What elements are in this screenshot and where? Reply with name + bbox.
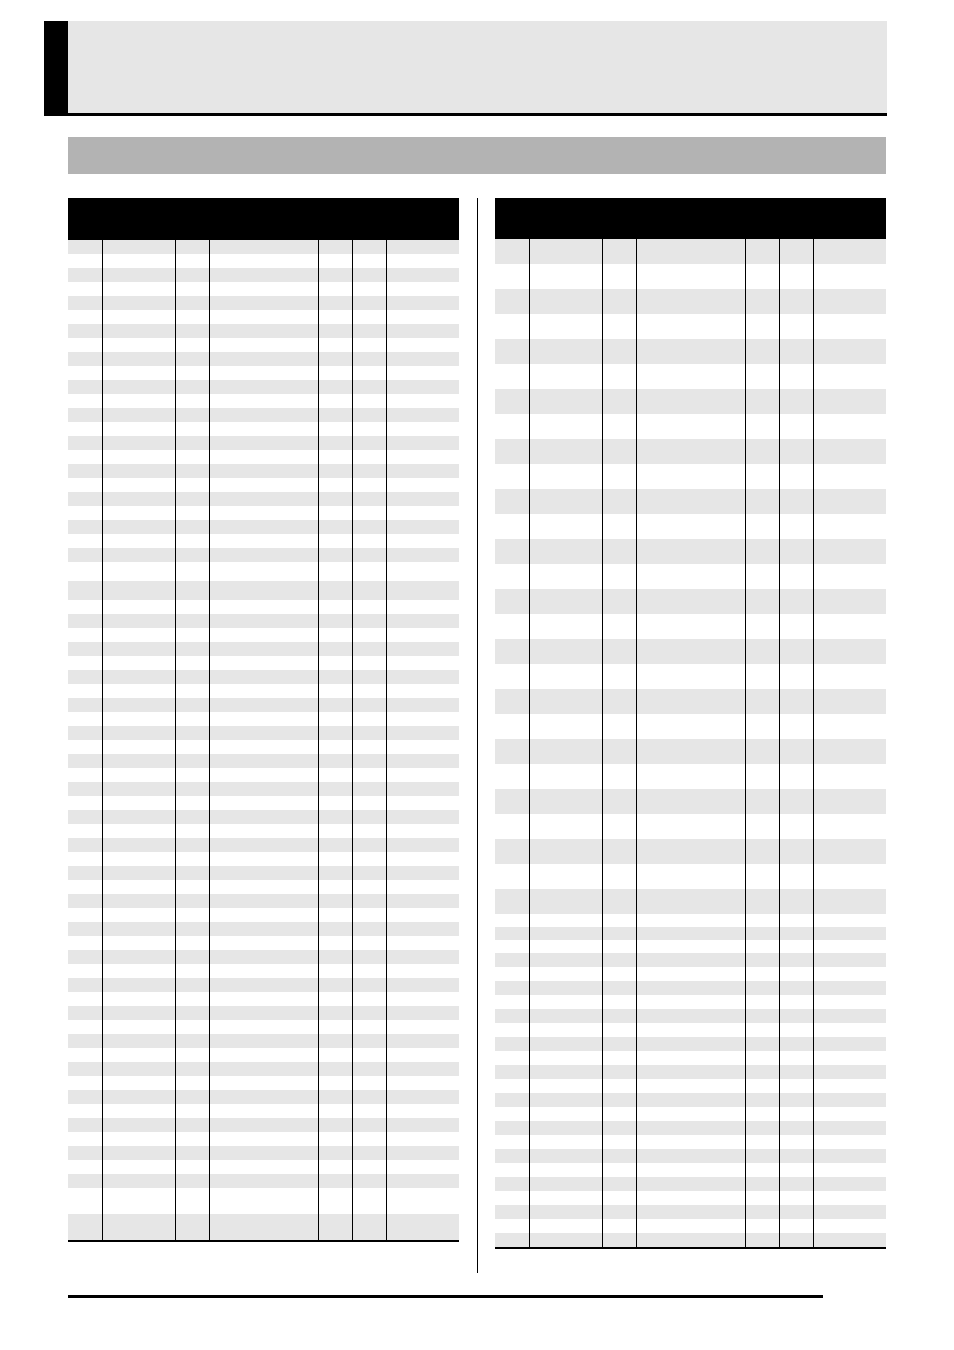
right-table-header-row	[495, 198, 886, 239]
column-rule	[636, 239, 637, 1247]
table-row	[495, 914, 886, 927]
table-row	[495, 839, 886, 864]
table-row	[68, 1062, 459, 1076]
left-table-header-row	[68, 198, 459, 240]
table-row	[495, 1163, 886, 1177]
table-row	[68, 534, 459, 548]
right-table-bottom-rule	[495, 1247, 886, 1249]
table-row	[495, 564, 886, 589]
table-row	[68, 670, 459, 684]
table-row	[495, 814, 886, 839]
table-row	[68, 1020, 459, 1034]
table-row	[68, 352, 459, 366]
column-rule	[318, 240, 319, 1240]
table-row	[68, 698, 459, 712]
table-row	[68, 408, 459, 422]
table-row	[68, 1214, 459, 1240]
left-table-bottom-rule	[68, 1240, 459, 1242]
table-row	[495, 789, 886, 814]
table-row	[68, 628, 459, 642]
right-table	[495, 198, 886, 1268]
table-row	[495, 714, 886, 739]
table-row	[68, 282, 459, 296]
table-row	[495, 1233, 886, 1247]
table-row	[68, 1174, 459, 1188]
table-row	[495, 940, 886, 953]
table-row	[68, 782, 459, 796]
table-row	[495, 864, 886, 889]
table-row	[495, 1009, 886, 1023]
column-rule	[209, 240, 210, 1240]
table-row	[495, 981, 886, 995]
table-row	[68, 894, 459, 908]
table-row	[68, 964, 459, 978]
column-rule	[779, 239, 780, 1247]
table-row	[495, 389, 886, 414]
table-row	[495, 1107, 886, 1121]
column-rule	[386, 240, 387, 1240]
table-row	[495, 289, 886, 314]
table-row	[68, 852, 459, 866]
table-row	[68, 1034, 459, 1048]
table-row	[68, 380, 459, 394]
table-row	[68, 1188, 459, 1214]
table-row	[68, 824, 459, 838]
table-row	[495, 589, 886, 614]
table-row	[495, 414, 886, 439]
column-rule	[175, 240, 176, 1240]
table-row	[68, 922, 459, 936]
table-row	[495, 239, 886, 264]
table-row	[495, 464, 886, 489]
table-row	[68, 740, 459, 754]
table-row	[495, 953, 886, 967]
table-row	[495, 1177, 886, 1191]
table-row	[68, 614, 459, 628]
table-row	[495, 889, 886, 914]
table-row	[495, 927, 886, 940]
table-row	[495, 664, 886, 689]
table-row	[495, 489, 886, 514]
table-row	[68, 581, 459, 600]
table-row	[495, 514, 886, 539]
column-rule	[352, 240, 353, 1240]
page-header	[44, 21, 887, 116]
table-row	[495, 764, 886, 789]
table-row	[495, 739, 886, 764]
table-row	[68, 726, 459, 740]
table-row	[68, 642, 459, 656]
table-row	[68, 240, 459, 254]
table-row	[495, 1121, 886, 1135]
table-row	[495, 1205, 886, 1219]
table-row	[68, 936, 459, 950]
table-row	[68, 1006, 459, 1020]
table-row	[495, 995, 886, 1009]
table-row	[68, 978, 459, 992]
table-row	[68, 464, 459, 478]
table-row	[68, 1118, 459, 1132]
table-row	[68, 1160, 459, 1174]
table-row	[68, 394, 459, 408]
table-row	[68, 562, 459, 581]
table-row	[68, 656, 459, 670]
table-row	[495, 1135, 886, 1149]
table-row	[68, 548, 459, 562]
header-tab-marker	[44, 21, 68, 116]
table-row	[495, 539, 886, 564]
table-row	[495, 314, 886, 339]
table-row	[68, 520, 459, 534]
table-row	[495, 614, 886, 639]
table-row	[68, 838, 459, 852]
table-row	[495, 439, 886, 464]
table-row	[68, 768, 459, 782]
table-row	[68, 1090, 459, 1104]
table-row	[68, 1104, 459, 1118]
table-row	[68, 908, 459, 922]
table-row	[68, 268, 459, 282]
column-rule	[745, 239, 746, 1247]
table-row	[68, 506, 459, 520]
table-row	[68, 324, 459, 338]
table-row	[68, 1048, 459, 1062]
table-row	[68, 450, 459, 464]
table-row	[68, 422, 459, 436]
table-row	[68, 296, 459, 310]
table-row	[495, 689, 886, 714]
table-row	[68, 796, 459, 810]
table-row	[495, 1051, 886, 1065]
column-rule	[102, 240, 103, 1240]
table-row	[68, 338, 459, 352]
table-row	[68, 1132, 459, 1146]
table-row	[495, 1149, 886, 1163]
table-row	[68, 310, 459, 324]
column-divider	[477, 198, 478, 1273]
left-table	[68, 198, 459, 1258]
table-row	[495, 1191, 886, 1205]
table-row	[68, 754, 459, 768]
table-row	[68, 600, 459, 614]
column-rule	[813, 239, 814, 1247]
table-row	[68, 712, 459, 726]
table-row	[495, 1065, 886, 1079]
table-row	[68, 684, 459, 698]
table-row	[68, 810, 459, 824]
table-row	[68, 366, 459, 380]
table-row	[68, 1146, 459, 1160]
table-row	[68, 492, 459, 506]
table-row	[495, 1219, 886, 1233]
column-rule	[602, 239, 603, 1247]
table-row	[495, 1093, 886, 1107]
table-row	[68, 436, 459, 450]
table-row	[495, 339, 886, 364]
table-row	[68, 880, 459, 894]
table-row	[68, 866, 459, 880]
table-row	[495, 264, 886, 289]
column-rule	[529, 239, 530, 1247]
table-row	[495, 639, 886, 664]
table-row	[68, 254, 459, 268]
table-row	[68, 478, 459, 492]
table-row	[495, 1079, 886, 1093]
table-row	[68, 992, 459, 1006]
section-bar	[68, 137, 886, 174]
table-row	[495, 1023, 886, 1037]
table-row	[68, 950, 459, 964]
table-row	[495, 1037, 886, 1051]
table-row	[495, 364, 886, 389]
table-row	[68, 1076, 459, 1090]
footer-rule	[68, 1295, 823, 1298]
table-row	[495, 967, 886, 981]
